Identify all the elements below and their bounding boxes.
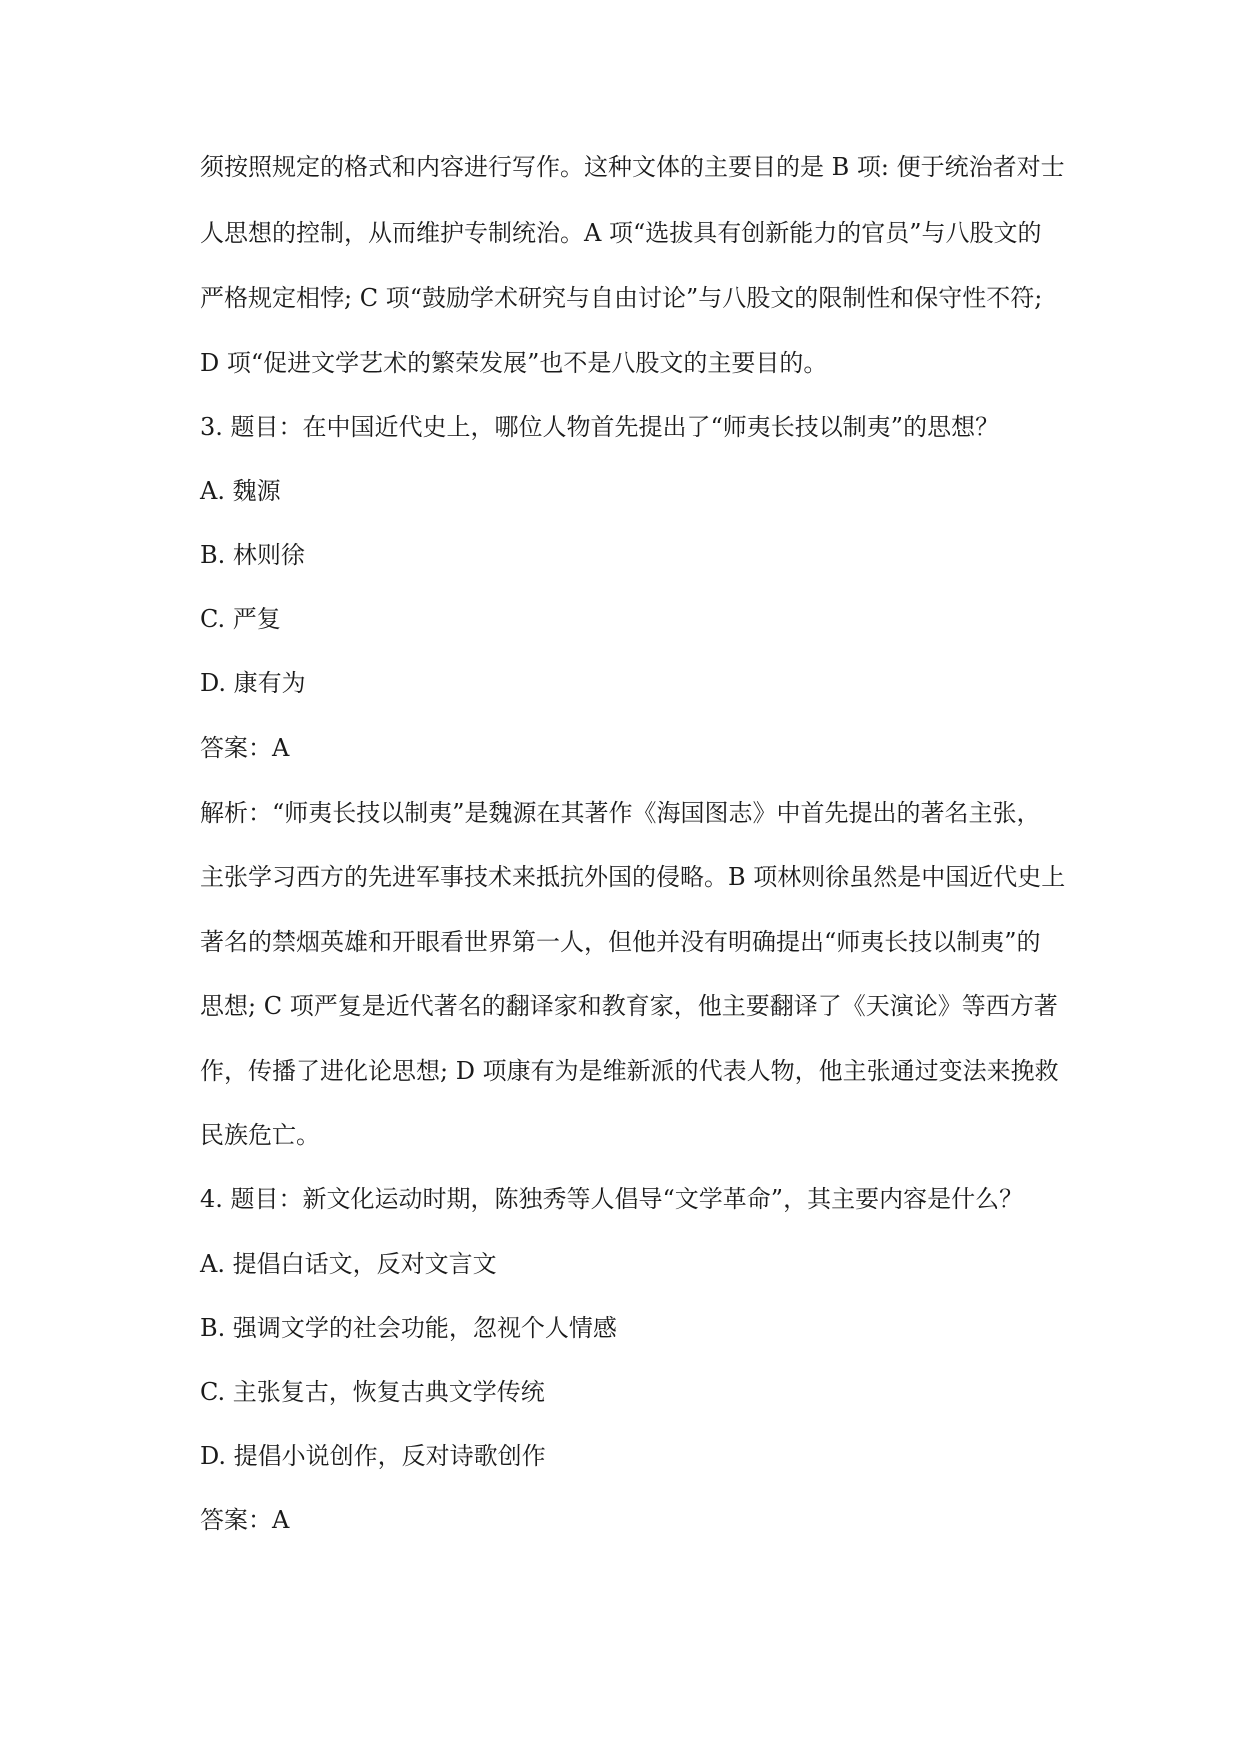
q3-explanation-line-5: 作，传播了进化论思想; D 项康有为是维新派的代表人物，他主张通过变法来挽救 <box>200 1057 1059 1085</box>
q4-option-a: A. 提倡白话文，反对文言文 <box>200 1250 497 1278</box>
q3-explanation-line-2: 主张学习西方的先进军事技术来抵抗外国的侵略。B 项林则徐虽然是中国近代史上 <box>200 863 1066 891</box>
q3-option-d: D. 康有为 <box>200 669 306 697</box>
q3-question: 3. 题目：在中国近代史上，哪位人物首先提出了“师夷长技以制夷”的思想？ <box>200 413 1000 441</box>
q4-option-d: D. 提倡小说创作，反对诗歌创作 <box>200 1442 546 1470</box>
q3-option-b: B. 林则徐 <box>200 541 305 569</box>
q4-option-b: B. 强调文学的社会功能，忽视个人情感 <box>200 1314 617 1342</box>
q3-answer: 答案：A <box>200 734 290 762</box>
q4-answer: 答案：A <box>200 1506 290 1534</box>
q3-explanation-line-4: 思想; C 项严复是近代著名的翻译家和教育家，他主要翻译了《天演论》等西方著 <box>200 992 1058 1020</box>
q3-option-a: A. 魏源 <box>200 477 281 505</box>
q2-explanation-line-2: 人思想的控制，从而维护专制统治。A 项“选拔具有创新能力的官员”与八股文的 <box>200 219 1042 247</box>
q3-explanation-line-3: 著名的禁烟英雄和开眼看世界第一人，但他并没有明确提出“师夷长技以制夷”的 <box>200 928 1041 956</box>
q4-question: 4. 题目：新文化运动时期，陈独秀等人倡导“文学革命”，其主要内容是什么？ <box>200 1185 1024 1213</box>
q2-explanation-line-3: 严格规定相悖; C 项“鼓励学术研究与自由讨论”与八股文的限制性和保守性不符; <box>200 284 1043 312</box>
q3-explanation-line-6: 民族危亡。 <box>200 1121 320 1149</box>
q4-option-c: C. 主张复古，恢复古典文学传统 <box>200 1378 545 1406</box>
q2-explanation-line-1: 须按照规定的格式和内容进行写作。这种文体的主要目的是 B 项: 便于统治者对士 <box>200 153 1065 181</box>
q3-option-c: C. 严复 <box>200 605 281 633</box>
q2-explanation-line-4: D 项“促进文学艺术的繁荣发展”也不是八股文的主要目的。 <box>200 349 828 377</box>
q3-explanation-line-1: 解析：“师夷长技以制夷”是魏源在其著作《海国图志》中首先提出的著名主张， <box>200 799 1041 827</box>
